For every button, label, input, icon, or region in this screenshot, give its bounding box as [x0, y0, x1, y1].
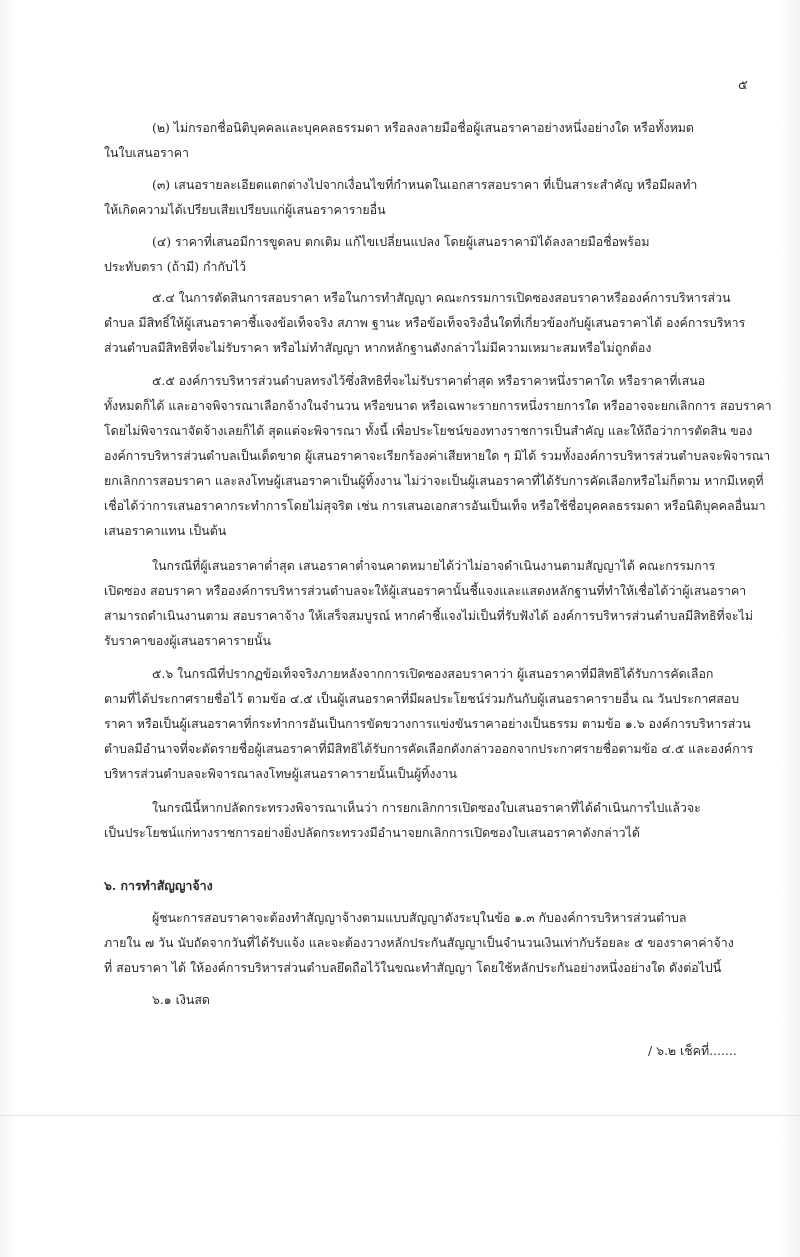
text-line: ที่ สอบราคา ได้ ให้องค์การบริหารส่วนตำบลยึดถือไว้ในขณะทำสัญญา โดยใช้หลักประกันอย่างหนึ่งอย่างใด ดังต่อไปนี้: [104, 960, 722, 975]
text-line: ในกรณีนี้หากปลัดกระทรวงพิจารณาเห็นว่า การยกเลิกการเปิดซองใบเสนอราคาที่ได้ดำเนินการไปแล้วจะ: [152, 800, 701, 815]
text-line: ในใบเสนอราคา: [104, 145, 190, 160]
text-line: สามารถดำเนินงานตาม สอบราคาจ้าง ให้เสร็จสมบูรณ์ หากคำชี้แจงไม่เป็นที่รับฟังได้ องค์การบริหารส่วนตำบลมีสิทธิที่จะไม่: [104, 608, 753, 623]
text-line: ให้เกิดความได้เปรียบเสียเปรียบแก่ผู้เสนอราคารายอื่น: [104, 202, 386, 217]
text-line: เป็นประโยชน์แก่ทางราชการอย่างยิ่งปลัดกระทรวงมีอำนาจยกเลิกการเปิดซองใบเสนอราคาดังกล่าวได้: [104, 825, 640, 840]
section-heading: ๖. การทำสัญญาจ้าง: [104, 878, 213, 893]
text-line: เสนอราคาแทน เป็นต้น: [104, 523, 227, 538]
text-line: (๒) ไม่กรอกชื่อนิติบุคคลและบุคคลธรรมดา หรือลงลายมือชื่อผู้เสนอราคาอย่างหนึ่งอย่างใด หรือทั้งหมด: [152, 120, 694, 135]
text-line: ๕.๕ องค์การบริหารส่วนตำบลทรงไว้ซึ่งสิทธิที่จะไม่รับราคาต่ำสุด หรือราคาหนึ่งราคาใด หรือราคาที่เสนอ: [152, 373, 706, 388]
text-line: องค์การบริหารส่วนตำบลเป็นเด็ดขาด ผู้เสนอราคาจะเรียกร้องค่าเสียหายใด ๆ มิได้ รวมทั้งองค์การบริหารส่วนตำบลจะพิจารณา: [104, 448, 771, 463]
continuation-reference: / ๖.๒ เช็คที่.......: [648, 1043, 737, 1058]
text-line: ผู้ชนะการสอบราคาจะต้องทำสัญญาจ้างตามแบบสัญญาดังระบุในข้อ ๑.๓ กับองค์การบริหารส่วนตำบล: [152, 910, 687, 925]
text-line: บริหารส่วนตำบลจะพิจารณาลงโทษผู้เสนอราคารายนั้นเป็นผู้ทิ้งงาน: [104, 766, 457, 781]
text-line: ตามที่ได้ประกาศรายชื่อไว้ ตามข้อ ๔.๕ เป็นผู้เสนอราคาที่มีผลประโยชน์ร่วมกันกับผู้เสนอราคารายอื่น ณ วันประกาศสอบ: [104, 691, 740, 706]
text-line: ภายใน ๗ วัน นับถัดจากวันที่ได้รับแจ้ง และจะต้องวางหลักประกันสัญญาเป็นจำนวนเงินเท่ากับร้อยละ ๕ ของราคาค่าจ้าง: [104, 935, 734, 950]
text-line: ตำบล มีสิทธิ์ให้ผู้เสนอราคาชี้แจงข้อเท็จจริง สภาพ ฐานะ หรือข้อเท็จจริงอื่นใดที่เกี่ยวข้องกับผู้เสนอราคาได้ องค์การบริหาร: [104, 315, 746, 330]
text-line: ๖.๑ เงินสด: [152, 992, 210, 1007]
text-line: ๕.๖ ในกรณีที่ปรากฏข้อเท็จจริงภายหลังจากการเปิดซองสอบราคาว่า ผู้เสนอราคาที่มีสิทธิได้รับการคัดเลือก: [152, 666, 714, 681]
scan-edge-divider: [0, 1115, 800, 1116]
text-line: ส่วนตำบลมีสิทธิที่จะไม่รับราคา หรือไม่ทำสัญญา หากหลักฐานดังกล่าวไม่มีความเหมาะสมหรือไม่ถูกต้อง: [104, 340, 652, 355]
text-line: ตำบลมีอำนาจที่จะตัดรายชื่อผู้เสนอราคาที่มีสิทธิได้รับการคัดเลือกดังกล่าวออกจากประกาศรายชื่อตามข้อ ๔.๕ และองค์การ: [104, 741, 754, 756]
text-line: ๕.๔ ในการตัดสินการสอบราคา หรือในการทำสัญญา คณะกรรมการเปิดซองสอบราคาหรือองค์การบริหารส่วน: [152, 290, 731, 305]
text-line: รับราคาของผู้เสนอราคารายนั้น: [104, 633, 271, 648]
text-line: ประทับตรา (ถ้ามี) กำกับไว้: [104, 259, 247, 274]
text-line: (๓) เสนอรายละเอียดแตกต่างไปจากเงื่อนไขที่กำหนดในเอกสารสอบราคา ที่เป็นสาระสำคัญ หรือมีผลทำ: [152, 177, 698, 192]
text-line: ทั้งหมดก็ได้ และอาจพิจารณาเลือกจ้างในจำนวน หรือขนาด หรือเฉพาะรายการหนึ่งรายการใด หรืออาจจะยกเลิกการ สอบราคา: [104, 398, 772, 413]
text-line: เชื่อได้ว่าการเสนอราคากระทำการโดยไม่สุจริต เช่น การเสนอเอกสารอันเป็นเท็จ หรือใช้ชื่อบุคคลธรรมดา หรือนิติบุคคลอื่นมา: [104, 498, 766, 513]
text-line: โดยไม่พิจารณาจัดจ้างเลยก็ได้ สุดแต่จะพิจารณา ทั้งนี้ เพื่อประโยชน์ของทางราชการเป็นสำคัญ และให้ถือว่าการตัดสิน ของ: [104, 423, 753, 438]
text-line: ยกเลิกการสอบราคา และลงโทษผู้เสนอราคาเป็นผู้ทิ้งงาน ไม่ว่าจะเป็นผู้เสนอราคาที่ได้รับการคัดเลือกหรือไม่ก็ตาม หากมีเหตุที่: [104, 473, 764, 488]
text-line: เปิดซอง สอบราคา หรือองค์การบริหารส่วนตำบลจะให้ผู้เสนอราคานั้นชี้แจงและแสดงหลักฐานที่ทำให้เชื่อได้ว่าผู้เสนอราคา: [104, 583, 747, 598]
text-line: (๔) ราคาที่เสนอมีการขูดลบ ตกเติม แก้ไขเปลี่ยนแปลง โดยผู้เสนอราคามิได้ลงลายมือชื่อพร้อม: [152, 234, 650, 249]
text-line: ราคา หรือเป็นผู้เสนอราคาที่กระทำการอันเป็นการขัดขวางการแข่งขันราคาอย่างเป็นธรรม ตามข้อ ๑.๖ องค์การบริหารส่วน: [104, 716, 751, 731]
page-number: ๕: [738, 78, 748, 93]
text-line: ในกรณีที่ผู้เสนอราคาต่ำสุด เสนอราคาต่ำจนคาดหมายได้ว่าไม่อาจดำเนินงานตามสัญญาได้ คณะกรรมการ: [152, 558, 716, 573]
